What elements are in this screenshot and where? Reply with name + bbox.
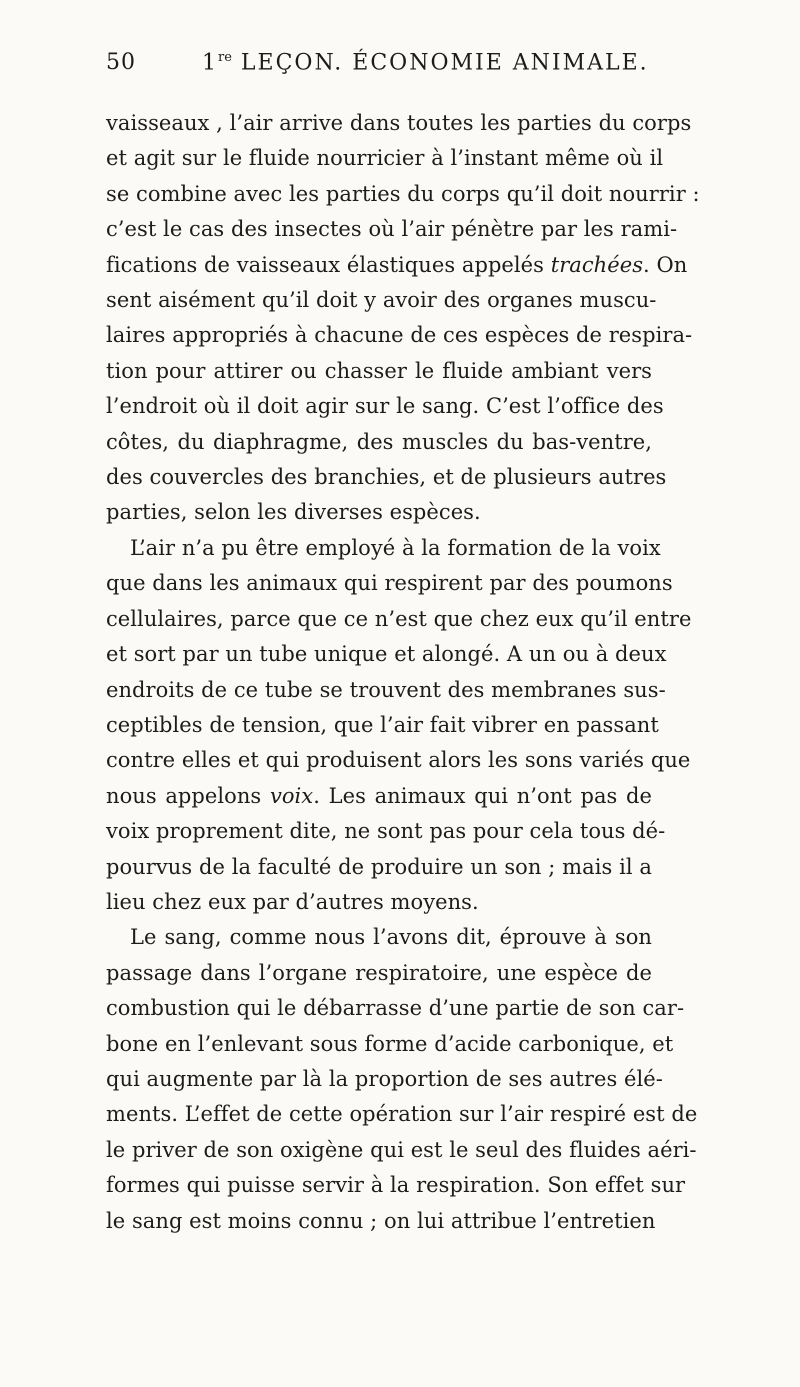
text-line: voix proprement dite, ne sont pas pour cela tous dé- bbox=[106, 819, 666, 844]
text-line: l’endroit où il doit agir sur le sang. C’est l’office des bbox=[106, 394, 664, 419]
text-line: endroits de ce tube se trouvent des membranes sus- bbox=[106, 677, 666, 702]
text-line: le sang est moins connu ; on lui attribue l’entretien bbox=[106, 1208, 656, 1233]
lesson-number: 1 bbox=[202, 50, 218, 76]
text-line: se combine avec les parties du corps qu’il doit nourrir : bbox=[106, 181, 700, 206]
italic-term: trachées bbox=[550, 252, 644, 277]
text-fragment: . On bbox=[643, 252, 688, 277]
text-line: le priver de son oxigène qui est le seul des fluides aéri- bbox=[106, 1137, 697, 1162]
text-line: c’est le cas des insectes où l’air pénètre par les rami- bbox=[106, 217, 678, 242]
text-line: que dans les animaux qui respirent par des poumons bbox=[106, 571, 673, 596]
text-fragment: fications de vaisseaux élastiques appelés bbox=[106, 252, 544, 277]
text-line: des couvercles des branchies, et de plusieurs autres bbox=[106, 465, 667, 490]
text-line: tion pour attirer ou chasser le fluide ambiant vers bbox=[106, 358, 652, 383]
text-line: L’air n’a pu être employé à la formation de la voix bbox=[130, 535, 661, 560]
lesson-ordinal-suffix: re bbox=[218, 50, 232, 65]
body-text bbox=[106, 106, 700, 1239]
text-line: passage dans l’organe respiratoire, une espèce de bbox=[106, 960, 652, 985]
italic-term: voix bbox=[269, 783, 314, 808]
text-line: côtes, du diaphragme, des muscles du bas-ventre, bbox=[106, 429, 652, 454]
text-line: laires appropriés à chacune de ces espèces de respira- bbox=[106, 323, 693, 348]
text-line: lieu chez eux par d’autres moyens. bbox=[106, 889, 479, 914]
text-fragment: . Les animaux qui n’ont pas de bbox=[313, 783, 652, 808]
text-line: contre elles et qui produisent alors les sons variés que bbox=[106, 748, 691, 773]
text-line: bone en l’enlevant sous forme d’acide carbonique, et bbox=[106, 1031, 674, 1056]
running-title-text: LEÇON. ÉCONOMIE ANIMALE. bbox=[231, 50, 649, 76]
text-line: et sort par un tube unique et alongé. A un ou à deux bbox=[106, 642, 667, 667]
text-line bbox=[106, 779, 652, 814]
text-line: vaisseaux , l’air arrive dans toutes les parties du corps bbox=[106, 111, 692, 135]
text-line: ceptibles de tension, que l’air fait vibrer en passant bbox=[106, 712, 659, 737]
text-line: qui augmente par là la proportion de ses autres élé- bbox=[106, 1066, 663, 1091]
text-line: pourvus de la faculté de produire un son ; mais il a bbox=[106, 854, 652, 879]
text-line: sent aisément qu’il doit y avoir des organes muscu- bbox=[106, 288, 657, 313]
text-line: formes qui puisse servir à la respiration. Son effet sur bbox=[106, 1173, 686, 1198]
text-line: combustion qui le débarrasse d’une partie de son car- bbox=[106, 996, 685, 1021]
running-head bbox=[106, 50, 652, 86]
text-fragment: nous appelons bbox=[106, 783, 262, 808]
page-number: 50 bbox=[106, 50, 136, 75]
text-line: parties, selon les diverses espèces. bbox=[106, 500, 481, 525]
text-line bbox=[106, 248, 688, 283]
text-line: Le sang, comme nous l’avons dit, éprouve à son bbox=[130, 925, 652, 950]
text-line: ments. L’effet de cette opération sur l’air respiré est de bbox=[106, 1102, 698, 1127]
running-title bbox=[202, 50, 649, 75]
text-line: et agit sur le fluide nourricier à l’instant même où il bbox=[106, 146, 664, 171]
text-line: cellulaires, parce que ce n’est que chez eux qu’il entre bbox=[106, 606, 692, 631]
